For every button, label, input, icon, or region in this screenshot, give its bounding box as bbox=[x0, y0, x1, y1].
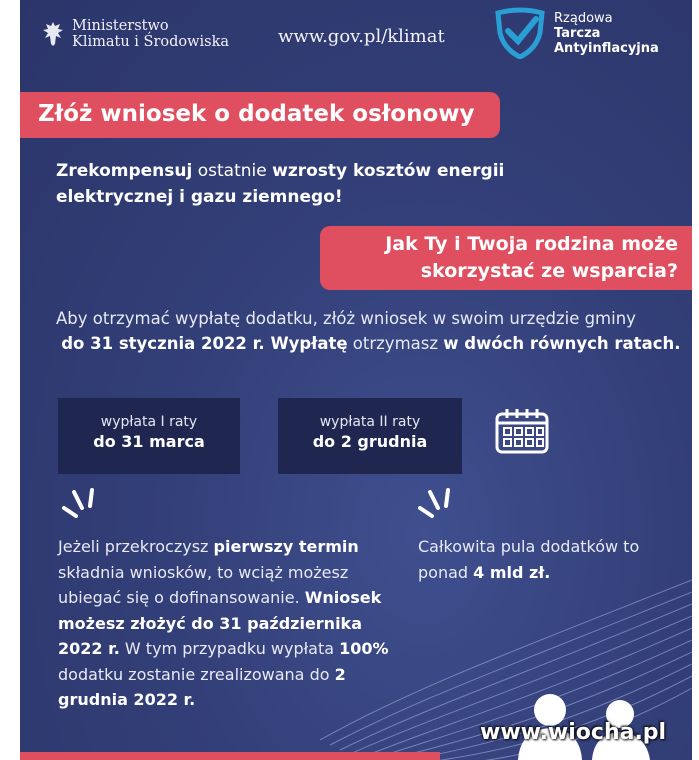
late-text-1: Jeżeli przekroczysz bbox=[58, 537, 214, 556]
pool-text-1: Całkowita pula dodatków to ponad bbox=[418, 537, 640, 582]
pool-info bbox=[418, 534, 678, 585]
late-bold-3: 100% bbox=[339, 639, 389, 658]
tarcza-logo[interactable] bbox=[492, 7, 659, 59]
poster bbox=[20, 0, 692, 760]
question-line2: skorzystać ze wsparcia? bbox=[420, 260, 678, 282]
question-line1: Jak Ty i Twoja rodzina może bbox=[385, 233, 678, 255]
calendar-icon bbox=[494, 406, 550, 456]
question-banner bbox=[320, 226, 692, 290]
info-text-1: Aby otrzymać wypłatę dodatku, złóż wniosek w swoim urzędzie gminy bbox=[56, 309, 636, 328]
page-title: Złóż wniosek o dodatek osłonowy bbox=[38, 101, 475, 127]
ministry-logo[interactable] bbox=[42, 18, 229, 50]
bottom-accent-strip bbox=[20, 752, 440, 760]
late-text-2: składnia wniosków, to wciąż możesz ubiegać się o dofinansowanie. bbox=[58, 562, 349, 607]
watermark: www.wiocha.pl bbox=[480, 720, 667, 745]
late-text-4: dodatku zostanie zrealizowana do bbox=[58, 664, 335, 684]
lead-text bbox=[56, 158, 516, 210]
ministry-name-line1: Ministerstwo bbox=[72, 18, 169, 34]
late-text-3: W tym przypadku wypłata bbox=[119, 639, 340, 658]
installment-2-label: wypłata II raty bbox=[319, 414, 421, 430]
late-bold-4: 2 grudnia 2022 r. bbox=[58, 664, 346, 709]
late-bold-2: Wniosek możesz złożyć do 31 października 2022 r. bbox=[58, 588, 382, 658]
info-paragraph bbox=[56, 306, 686, 356]
tarcza-line3: Antyinflacyjna bbox=[554, 40, 659, 56]
title-banner bbox=[20, 92, 500, 138]
ministry-name-line2: Klimatu i Środowiska bbox=[72, 34, 230, 50]
info-text-2: otrzymasz bbox=[347, 334, 444, 353]
tarcza-line1: Rządowa bbox=[554, 10, 613, 26]
late-application-info bbox=[58, 534, 408, 713]
installment-2-date: do 2 grudnia bbox=[312, 432, 428, 451]
shield-check-icon bbox=[492, 7, 548, 59]
tarcza-line2: Tarcza bbox=[554, 25, 601, 41]
pool-bold-1: 4 mld zł. bbox=[473, 562, 551, 582]
installment-box-1 bbox=[58, 398, 240, 474]
installment-1-label: wypłata I raty bbox=[100, 414, 198, 430]
lead-bold-1: Zrekompensuj bbox=[56, 161, 193, 181]
spark-lines-icon bbox=[416, 486, 456, 520]
website-url[interactable]: www.gov.pl/klimat bbox=[278, 26, 445, 47]
installment-1-date: do 31 marca bbox=[93, 432, 205, 451]
eagle-emblem-icon bbox=[42, 20, 64, 48]
late-bold-1: pierwszy termin bbox=[213, 537, 359, 556]
lead-text-1: ostatnie bbox=[192, 161, 273, 181]
info-bold-1: do 31 stycznia 2022 r. Wypłatę bbox=[61, 334, 348, 353]
spark-lines-icon bbox=[60, 486, 100, 520]
lead-bold-2: wzrosty kosztów energii elektrycznej i gazu ziemnego! bbox=[56, 161, 505, 207]
info-bold-2: w dwóch równych ratach. bbox=[443, 334, 681, 353]
installment-box-2 bbox=[278, 398, 462, 474]
